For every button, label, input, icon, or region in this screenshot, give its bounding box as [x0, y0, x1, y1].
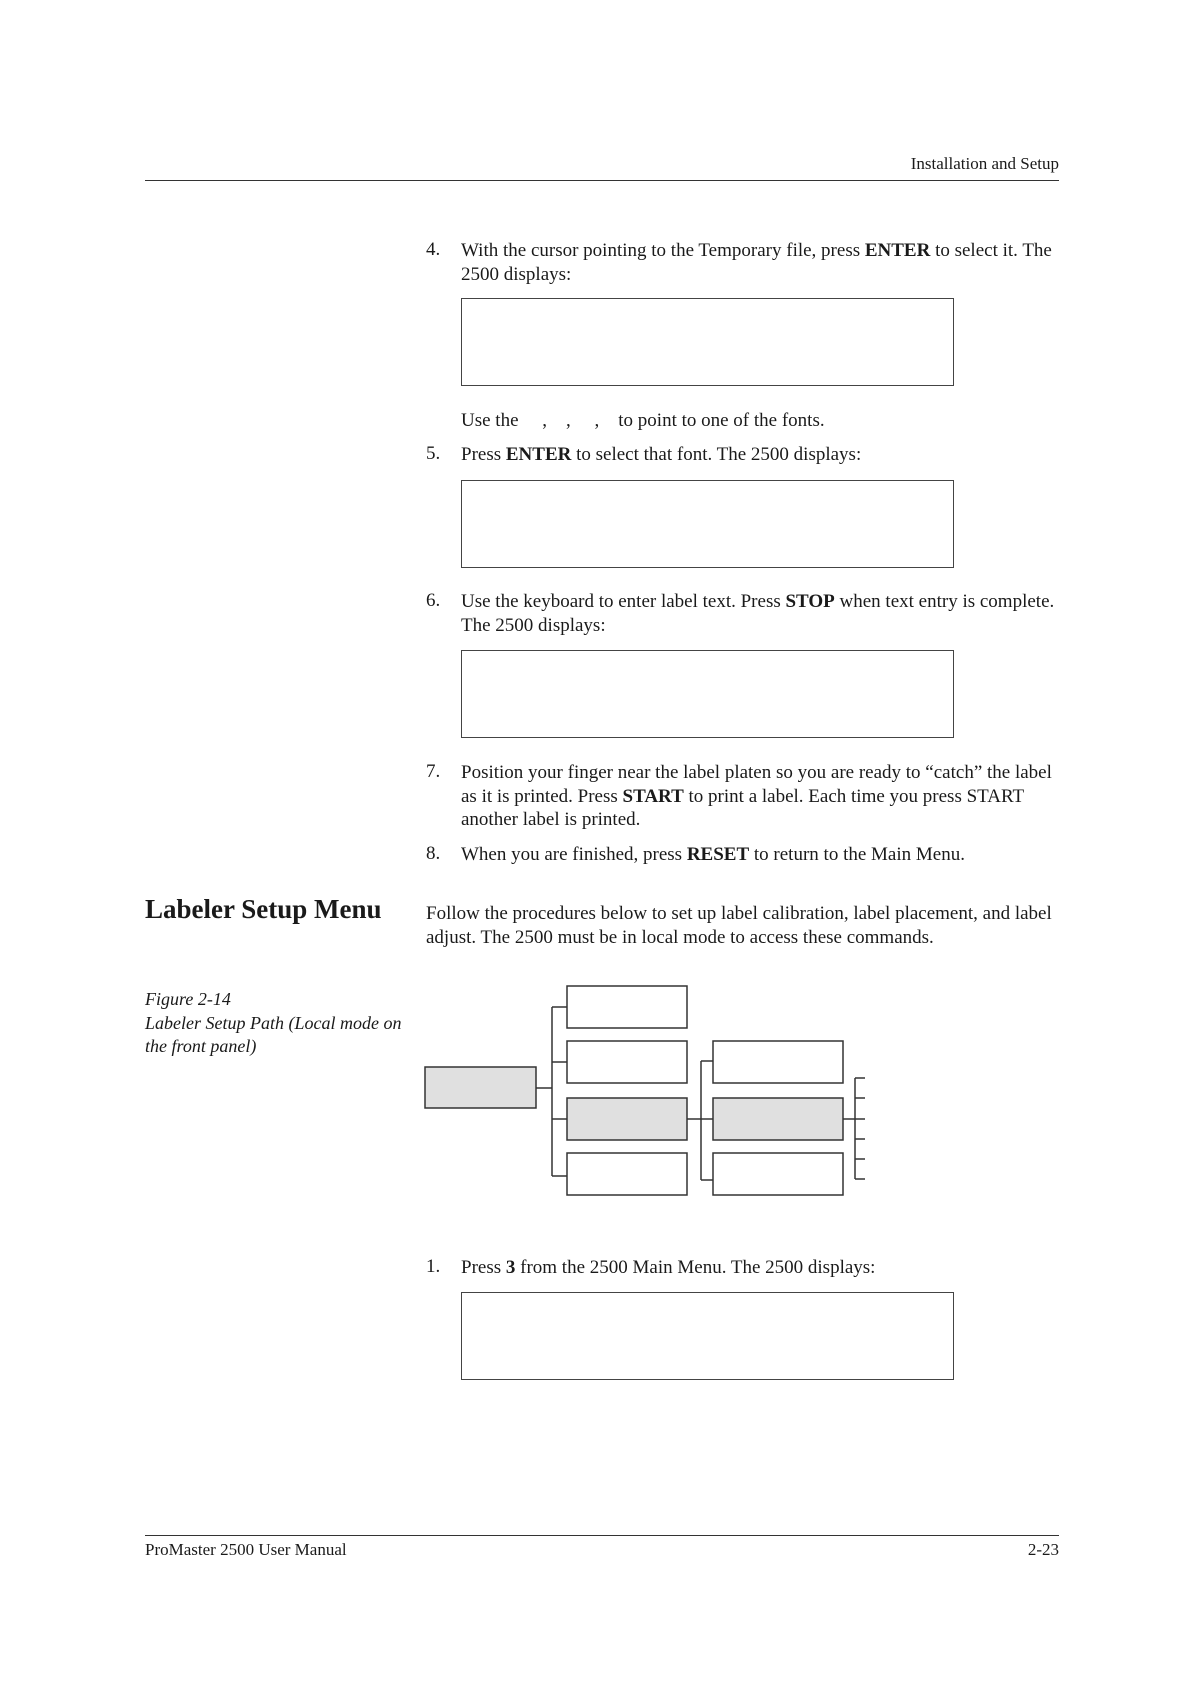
footer-title: ProMaster 2500 User Manual — [145, 1540, 347, 1559]
step-1-text: Press 3 from the 2500 Main Menu. The 2500 displays: — [461, 1257, 876, 1278]
section-intro: Follow the procedures below to set up label calibration, label placement, and label adjust. The 2500 must be in local mode to access these commands. — [426, 903, 1052, 948]
step-5-text: Press ENTER to select that font. The 2500 displays: — [461, 444, 862, 465]
arrow-keys-text: Use the , , , to point to one of the fonts. — [461, 410, 825, 431]
diagram-node — [567, 1041, 687, 1083]
display-box — [461, 1292, 954, 1380]
diagram-node-main — [425, 1067, 536, 1108]
step-number: 5. — [426, 443, 441, 464]
footer-rule — [145, 1535, 1059, 1536]
figure-caption: Figure 2-14 Labeler Setup Path (Local mode on the front panel) — [145, 989, 402, 1056]
diagram-node-selected — [567, 1098, 687, 1140]
page-number: 2-23 — [1027, 1540, 1059, 1559]
diagram-node — [713, 1041, 843, 1083]
running-header: Installation and Setup — [910, 154, 1059, 173]
step-8-text: When you are finished, press RESET to return to the Main Menu. — [461, 844, 965, 865]
step-7-text: Position your finger near the label platen so you are ready to “catch” the label as it is printed. Press START to print a label. Each time you press START another label is printed. — [461, 762, 1052, 830]
section-heading: Labeler Setup Menu — [145, 894, 382, 924]
step-number: 6. — [426, 590, 441, 611]
step-6-text: Use the keyboard to enter label text. Press STOP when text entry is complete. The 2500 displays: — [461, 591, 1055, 636]
step-number: 8. — [426, 843, 441, 864]
step-number: 1. — [426, 1256, 441, 1277]
step-number: 7. — [426, 761, 441, 782]
step-number: 4. — [426, 239, 441, 260]
diagram-node — [713, 1153, 843, 1195]
diagram-node-selected — [713, 1098, 843, 1140]
step-4-text: With the cursor pointing to the Temporary file, press ENTER to select it. The 2500 displays: — [461, 240, 1052, 285]
diagram-node — [567, 986, 687, 1028]
diagram-node — [567, 1153, 687, 1195]
